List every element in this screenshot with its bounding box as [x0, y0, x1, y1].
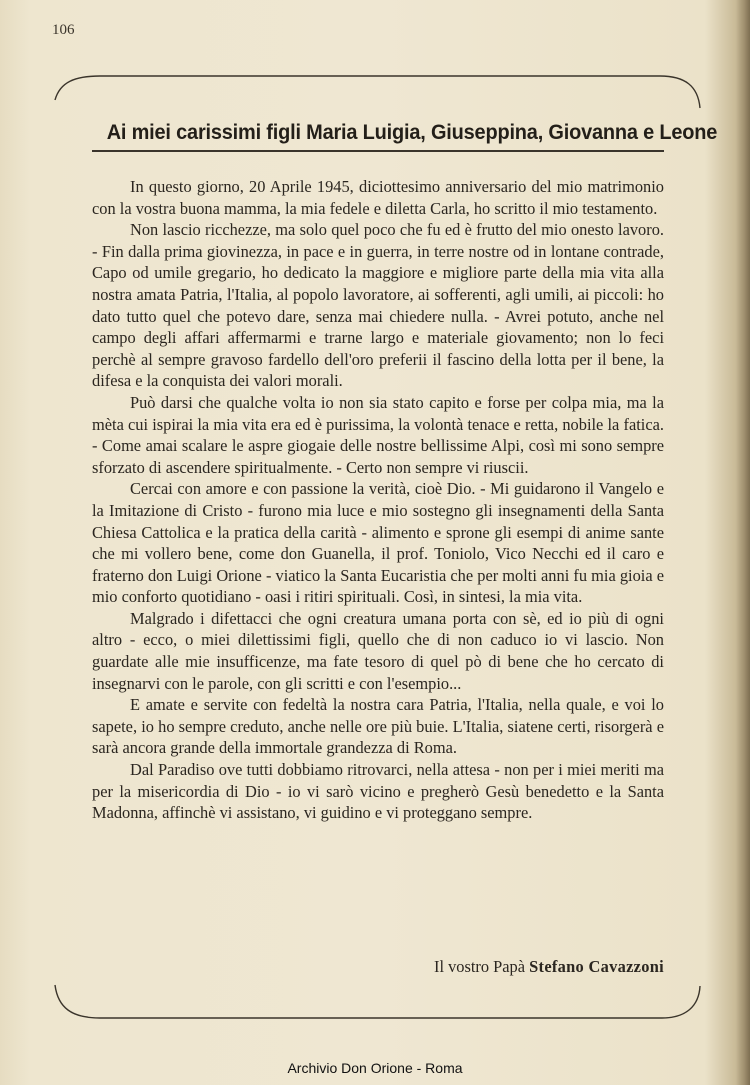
page-number: 106: [52, 22, 75, 38]
title-underline: [92, 150, 664, 152]
letter-body: [92, 176, 664, 824]
signature-line: [92, 957, 664, 977]
paragraph-1: In questo giorno, 20 Aprile 1945, diciottesimo anniversario del mio matrimonio con la vostra buona mamma, la mia fedele e diletta Carla, ho scritto il mio testamento.: [92, 177, 664, 218]
paragraph-7: Dal Paradiso ove tutti dobbiamo ritrovarci, nella attesa - non per i miei meriti ma per la misericordia di Dio - io vi sarò vicino e pregherò Gesù benedetto e la Santa Madonna, affinchè vi assistano, vi guidino e vi proteggano sempre.: [92, 760, 664, 823]
letter-title: Ai miei carissimi figli Maria Luigia, Giuseppina, Giovanna e Leone: [106, 121, 718, 144]
frame-bottom-curve: [55, 985, 700, 1018]
paragraph-4: Cercai con amore e con passione la verità, cioè Dio. - Mi guidarono il Vangelo e la Imitazione di Cristo - furono mia luce e mio sostegno gli insegnamenti della Santa Chiesa Cattolica e la pratica della carità - alimento e sprone gli esempi di anime sante che mi vollero bene, come don Guanella, il prof. Toniolo, Vico Necchi ed il caro e fraterno don Luigi Orione - viatico la Santa Eucaristia che per molti anni fu mia gioia e mio conforto quotidiano - oasi i ritiri spirituali. Così, in sintesi, la mia vita.: [92, 479, 664, 607]
signature-prefix: Il vostro Papà: [433, 957, 526, 976]
paragraph-2: Non lascio ricchezze, ma solo quel poco che fu ed è frutto del mio onesto lavoro. - Fin dalla prima giovinezza, in pace e in guerra, in terre nostre od in lontane contrade, Capo od umile gregario, ho dedicato la maggiore e migliore parte della mia vita alla nostra amata Patria, l'Italia, al popolo lavoratore, ai sofferenti, agli umili, ai piccoli: ho dato tutto quel che potevo dare, senza mai chiedere nulla. - Avrei potuto, anche nel campo degli affari affermarmi e trarne largo e materiale giovamento; non lo feci perchè al sempre gravoso fardello dell'oro preferii il fascino della lotta per il bene, la difesa e la conquista dei valori morali.: [92, 220, 664, 391]
frame-top-curve: [55, 76, 700, 108]
archive-watermark: Archivio Don Orione - Roma: [287, 1060, 463, 1076]
paragraph-3: Può darsi che qualche volta io non sia stato capito e forse per colpa mia, ma la mèta cui ispirai la mia vita era ed è purissima, la volontà tenace e retta, nobile la fatica. - Come amai scalare le aspre giogaie delle nostre bellissime Alpi, così mi sono sempre sforzato di ascendere spiritualmente. - Certo non sempre vi riuscii.: [92, 392, 664, 477]
signer-name: Stefano Cavazzoni: [529, 957, 664, 976]
paragraph-6: E amate e servite con fedeltà la nostra cara Patria, l'Italia, nella quale, e voi lo sapete, io ho sempre creduto, anche nelle ore più buie. L'Italia, siatene certi, risorgerà e sarà ancora grande della immortale grandezza di Roma.: [92, 695, 664, 758]
paragraph-5: Malgrado i difettacci che ogni creatura umana porta con sè, ed io più di ogni altro - ecco, o miei dilettissimi figli, quello che di non caduco io vi lascio. Non guardate alle mie insufficenze, ma fate tesoro di quel pò di bene che ho cercato di insegnarvi con le parole, con gli scritti e con l'esempio...: [92, 608, 664, 693]
